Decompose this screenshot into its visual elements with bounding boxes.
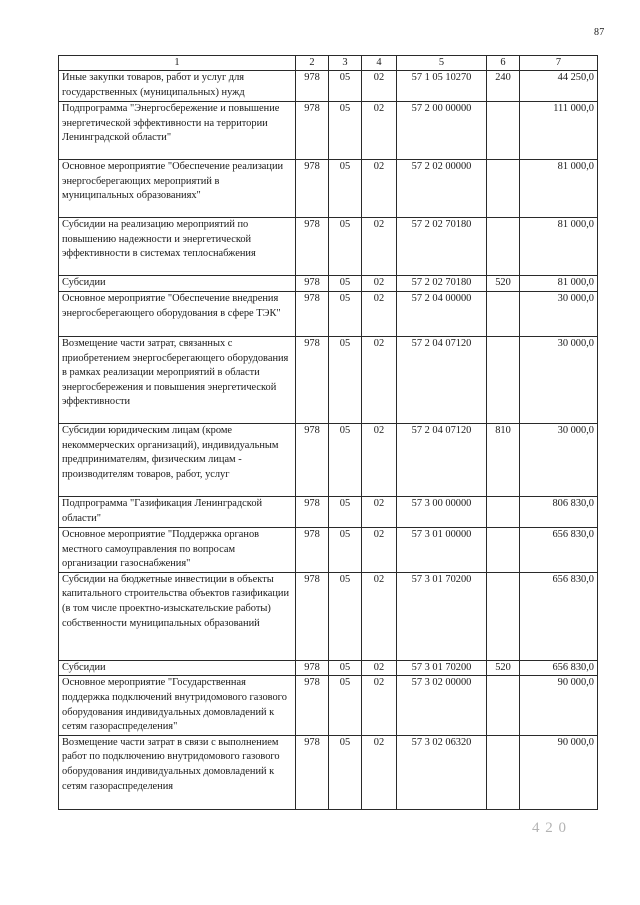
row-grbs: 978 [296, 160, 329, 218]
row-name: Субсидии [59, 276, 296, 292]
row-expense-type [487, 102, 520, 160]
row-subsection: 02 [362, 276, 397, 292]
row-grbs: 978 [296, 337, 329, 424]
row-grbs: 978 [296, 660, 329, 676]
header-col-2: 2 [296, 56, 329, 71]
row-section: 05 [329, 102, 362, 160]
row-name: Субсидии на бюджетные инвестиции в объекты капитального строительства объектов газификации (в том числе проектно-изыскательские работы) собственности муниципальных образований [59, 572, 296, 660]
row-name: Основное мероприятие "Государственная поддержка подключений внутридомового газового оборудования индивидуальных домовладений к сетям газораспределения" [59, 676, 296, 735]
row-target-article: 57 3 02 06320 [397, 735, 487, 809]
row-sum: 656 830,0 [520, 660, 598, 676]
row-target-article: 57 3 01 70200 [397, 572, 487, 660]
row-sum: 111 000,0 [520, 102, 598, 160]
row-expense-type [487, 572, 520, 660]
row-expense-type: 520 [487, 276, 520, 292]
table-row [59, 572, 598, 660]
header-col-1: 1 [59, 56, 296, 71]
row-expense-type [487, 735, 520, 809]
row-subsection: 02 [362, 71, 397, 102]
row-section: 05 [329, 572, 362, 660]
row-grbs: 978 [296, 424, 329, 497]
row-sum: 81 000,0 [520, 160, 598, 218]
row-name: Возмещение части затрат, связанных с приобретением энергосберегающего оборудования в рамках реализации мероприятий в области энергосбережения и повышения энергетической эффективности [59, 337, 296, 424]
table-row [59, 160, 598, 218]
table-row [59, 735, 598, 809]
row-sum: 30 000,0 [520, 424, 598, 497]
row-name: Подпрограмма "Газификация Ленинградской области" [59, 497, 296, 528]
row-grbs: 978 [296, 528, 329, 573]
row-expense-type [487, 337, 520, 424]
row-grbs: 978 [296, 102, 329, 160]
row-grbs: 978 [296, 218, 329, 276]
row-name: Основное мероприятие "Обеспечение реализации энергосберегающих мероприятий в муниципальных образованиях" [59, 160, 296, 218]
row-target-article: 57 3 01 00000 [397, 528, 487, 573]
row-name: Субсидии на реализацию мероприятий по повышению надежности и энергетической эффективности в системах теплоснабжения [59, 218, 296, 276]
row-section: 05 [329, 218, 362, 276]
row-section: 05 [329, 735, 362, 809]
row-name: Иные закупки товаров, работ и услуг для государственных (муниципальных) нужд [59, 71, 296, 102]
table-row [59, 71, 598, 102]
row-subsection: 02 [362, 676, 397, 735]
row-name: Основное мероприятие "Поддержка органов местного самоуправления по вопросам организации газоснабжения" [59, 528, 296, 573]
table-row [59, 528, 598, 573]
row-section: 05 [329, 424, 362, 497]
row-section: 05 [329, 337, 362, 424]
row-target-article: 57 2 02 70180 [397, 218, 487, 276]
row-target-article: 57 2 04 07120 [397, 337, 487, 424]
row-grbs: 978 [296, 71, 329, 102]
row-sum: 90 000,0 [520, 735, 598, 809]
row-subsection: 02 [362, 497, 397, 528]
row-subsection: 02 [362, 424, 397, 497]
budget-table [58, 55, 598, 810]
table-row [59, 218, 598, 276]
row-grbs: 978 [296, 276, 329, 292]
row-grbs: 978 [296, 735, 329, 809]
row-name: Основное мероприятие "Обеспечение внедрения энергосберегающего оборудования в сфере ТЭК" [59, 292, 296, 337]
row-subsection: 02 [362, 102, 397, 160]
row-target-article: 57 1 05 10270 [397, 71, 487, 102]
row-section: 05 [329, 160, 362, 218]
row-target-article: 57 2 02 00000 [397, 160, 487, 218]
table-row [59, 660, 598, 676]
row-section: 05 [329, 497, 362, 528]
row-subsection: 02 [362, 160, 397, 218]
row-section: 05 [329, 660, 362, 676]
row-expense-type [487, 218, 520, 276]
row-subsection: 02 [362, 337, 397, 424]
row-subsection: 02 [362, 660, 397, 676]
row-subsection: 02 [362, 292, 397, 337]
row-subsection: 02 [362, 218, 397, 276]
row-grbs: 978 [296, 497, 329, 528]
row-sum: 90 000,0 [520, 676, 598, 735]
row-section: 05 [329, 71, 362, 102]
table-row [59, 337, 598, 424]
row-grbs: 978 [296, 292, 329, 337]
row-sum: 656 830,0 [520, 572, 598, 660]
row-section: 05 [329, 528, 362, 573]
row-grbs: 978 [296, 676, 329, 735]
row-expense-type [487, 528, 520, 573]
row-section: 05 [329, 292, 362, 337]
row-subsection: 02 [362, 572, 397, 660]
header-col-4: 4 [362, 56, 397, 71]
row-name: Возмещение части затрат в связи с выполнением работ по подключению внутридомового газового оборудования индивидуальных домовладений к сетям газораспределения [59, 735, 296, 809]
table-row [59, 497, 598, 528]
row-grbs: 978 [296, 572, 329, 660]
table-row [59, 292, 598, 337]
row-expense-type [487, 676, 520, 735]
row-name: Субсидии юридическим лицам (кроме некоммерческих организаций), индивидуальным предпринимателям, физическим лицам - производителям товаров, работ, услуг [59, 424, 296, 497]
page-number: 87 [594, 27, 605, 38]
row-target-article: 57 3 00 00000 [397, 497, 487, 528]
row-target-article: 57 2 02 70180 [397, 276, 487, 292]
row-target-article: 57 2 04 07120 [397, 424, 487, 497]
row-sum: 656 830,0 [520, 528, 598, 573]
row-subsection: 02 [362, 528, 397, 573]
row-expense-type [487, 160, 520, 218]
row-name: Субсидии [59, 660, 296, 676]
table-row [59, 424, 598, 497]
row-target-article: 57 2 04 00000 [397, 292, 487, 337]
row-expense-type [487, 497, 520, 528]
row-expense-type: 520 [487, 660, 520, 676]
row-target-article: 57 3 01 70200 [397, 660, 487, 676]
row-expense-type: 240 [487, 71, 520, 102]
page-stamp: 4 2 0 [532, 820, 567, 836]
row-sum: 30 000,0 [520, 292, 598, 337]
table-row [59, 676, 598, 735]
header-col-3: 3 [329, 56, 362, 71]
row-sum: 44 250,0 [520, 71, 598, 102]
row-name: Подпрограмма "Энергосбережение и повышение энергетической эффективности на территории Ленинградской области" [59, 102, 296, 160]
row-target-article: 57 2 00 00000 [397, 102, 487, 160]
header-col-6: 6 [487, 56, 520, 71]
row-target-article: 57 3 02 00000 [397, 676, 487, 735]
header-col-5: 5 [397, 56, 487, 71]
header-row [59, 56, 598, 71]
header-col-7: 7 [520, 56, 598, 71]
row-sum: 81 000,0 [520, 218, 598, 276]
row-subsection: 02 [362, 735, 397, 809]
row-sum: 81 000,0 [520, 276, 598, 292]
row-expense-type [487, 292, 520, 337]
row-section: 05 [329, 276, 362, 292]
row-section: 05 [329, 676, 362, 735]
row-expense-type: 810 [487, 424, 520, 497]
table-row [59, 102, 598, 160]
row-sum: 806 830,0 [520, 497, 598, 528]
row-sum: 30 000,0 [520, 337, 598, 424]
table-row [59, 276, 598, 292]
